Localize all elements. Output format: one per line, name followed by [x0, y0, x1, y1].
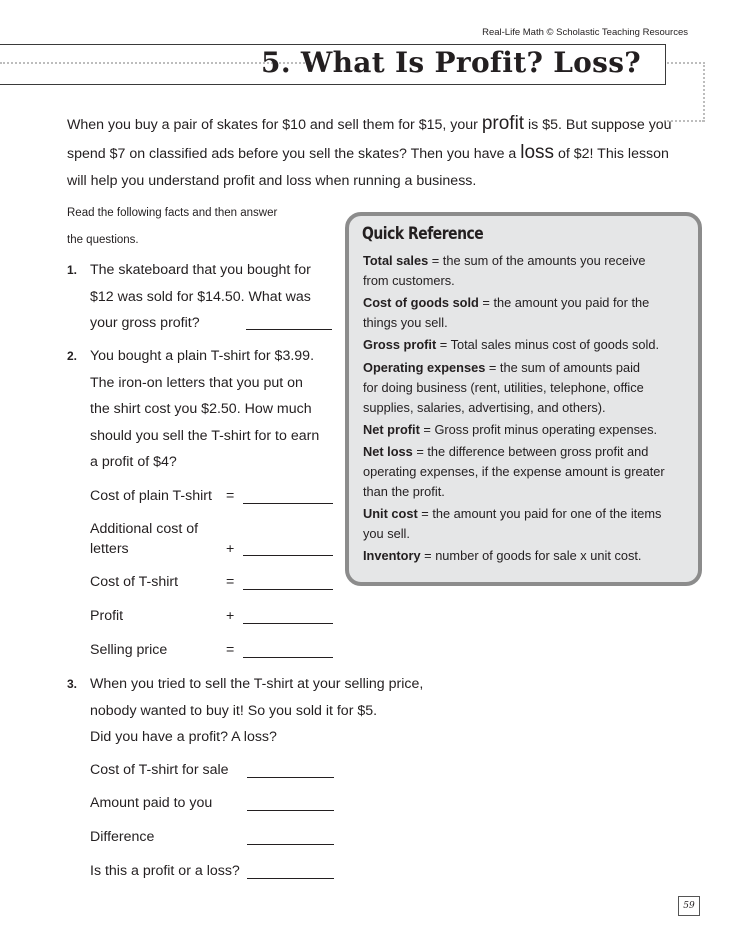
question-1-line-1: The skateboard that you bought for	[90, 262, 311, 278]
ref-def: = the sum of the amounts you receive	[428, 253, 646, 268]
intro-text-1: When you buy a pair of skates for $10 and sell them for $15, your	[67, 117, 482, 133]
ref-item-total-sales	[363, 251, 693, 291]
answer-blank-q3-amount-paid[interactable]	[247, 796, 334, 811]
question-2-line-5: a profit of $4?	[90, 454, 177, 470]
answer-blank-q3-cost[interactable]	[247, 763, 334, 778]
ref-def-cont: than the profit.	[363, 484, 445, 499]
q3-row-label: Difference	[90, 829, 155, 845]
ref-def-cont: for doing business (rent, utilities, telephone, office	[363, 380, 644, 395]
ref-def: = Gross profit minus operating expenses.	[419, 422, 658, 437]
dotted-rule-vertical	[703, 62, 705, 122]
header-credit: Real-Life Math © Scholastic Teaching Resources	[482, 27, 688, 38]
q2-row-op: =	[226, 642, 235, 658]
ref-def-cont: things you sell.	[363, 315, 448, 330]
q2-row-op: +	[226, 608, 235, 624]
question-1-number: 1.	[67, 263, 78, 277]
answer-blank-q3-profit-or-loss[interactable]	[247, 864, 334, 879]
ref-item-unit-cost	[363, 504, 693, 544]
question-2-number: 2.	[67, 349, 78, 363]
ref-def: = the difference between gross profit and	[412, 444, 649, 459]
q2-row-label: Cost of plain T-shirt	[90, 488, 212, 504]
question-3-line-3: Did you have a profit? A loss?	[90, 729, 277, 745]
dotted-rule-right	[667, 62, 705, 64]
ref-item-inventory	[363, 546, 693, 566]
answer-blank-q3-difference[interactable]	[247, 830, 334, 845]
q3-row-label: Amount paid to you	[90, 795, 213, 811]
question-1-line-3: your gross profit?	[90, 315, 200, 331]
ref-term: Inventory	[363, 548, 421, 563]
ref-def-cont: you sell.	[363, 526, 410, 541]
q2-row-label: Cost of T-shirt	[90, 574, 179, 590]
ref-item-operating-expenses	[363, 358, 693, 418]
ref-def: = the sum of amounts paid	[485, 360, 641, 375]
q2-row-op: =	[226, 488, 235, 504]
q2-row-op: =	[226, 574, 235, 590]
question-3-line-1: When you tried to sell the T-shirt at your selling price,	[90, 676, 424, 692]
ref-item-gross-profit	[363, 335, 693, 355]
ref-term: Operating expenses	[363, 360, 486, 375]
ref-term: Cost of goods sold	[363, 295, 479, 310]
word-profit: profit	[481, 113, 525, 134]
ref-term: Net loss	[363, 444, 413, 459]
question-2-line-4: should you sell the T-shirt for to earn	[90, 427, 320, 444]
q2-row-op: +	[226, 541, 235, 557]
question-3-number: 3.	[67, 677, 78, 691]
question-3	[90, 671, 510, 751]
q2-row-label: Profit	[90, 608, 124, 624]
ref-item-net-profit	[363, 420, 693, 440]
ref-term: Unit cost	[363, 506, 418, 521]
intro-text-3: of $2! This lesson will help you understand profit and loss when running a business.	[67, 146, 669, 189]
question-2-line-2: The iron-on letters that you put on	[90, 374, 303, 391]
answer-blank-q1[interactable]	[246, 315, 332, 330]
question-2-line-1: You bought a plain T-shirt for $3.99.	[90, 348, 315, 364]
word-loss: loss	[520, 142, 555, 163]
question-1-line-2: $12 was sold for $14.50. What was	[90, 288, 311, 305]
answer-blank-q2-letters[interactable]	[243, 541, 333, 556]
ref-def-cont: from customers.	[363, 273, 455, 288]
intro-text-2: is $5. But suppose you spend $7 on classified ads before you sell the skates? Then you have a	[67, 117, 672, 162]
ref-item-net-loss	[363, 442, 693, 502]
answer-blank-q2-profit[interactable]	[243, 609, 333, 624]
instructions-line-1: Read the following facts and then answer	[67, 207, 278, 219]
intro-paragraph	[67, 110, 677, 195]
answer-blank-q2-cost-tshirt[interactable]	[243, 575, 333, 590]
answer-blank-q2-cost-plain[interactable]	[243, 489, 333, 504]
ref-def: = the amount you paid for the	[478, 295, 650, 310]
ref-def: = Total sales minus cost of goods sold.	[436, 337, 659, 352]
q2-row-label: Selling price	[90, 642, 168, 658]
quick-reference-title: Quick Reference	[362, 224, 484, 244]
q2-row-label: Additional cost of	[90, 521, 199, 537]
ref-term: Total sales	[363, 253, 429, 268]
question-2	[90, 343, 345, 476]
ref-def: = number of goods for sale x unit cost.	[420, 548, 642, 563]
page-title: 5. What Is Profit? Loss?	[261, 46, 641, 79]
instructions-line-2: the questions.	[67, 234, 139, 246]
ref-def-cont: operating expenses, if the expense amount is greater	[363, 464, 665, 479]
ref-def-cont: supplies, salaries, advertising, and others).	[363, 400, 606, 415]
q3-row-label: Cost of T-shirt for sale	[90, 762, 229, 778]
question-3-line-2: nobody wanted to buy it! So you sold it for $5.	[90, 702, 378, 719]
page-number: 59	[678, 896, 700, 916]
ref-term: Gross profit	[363, 337, 437, 352]
ref-item-cost-of-goods-sold	[363, 293, 693, 333]
question-2-line-3: the shirt cost you $2.50. How much	[90, 401, 312, 417]
q3-row-label: Is this a profit or a loss?	[90, 863, 240, 879]
ref-term: Net profit	[363, 422, 420, 437]
answer-blank-q2-selling-price[interactable]	[243, 643, 333, 658]
q2-row-label-cont: letters	[90, 541, 129, 557]
ref-def: = the amount you paid for one of the items	[417, 506, 662, 521]
instructions	[67, 200, 317, 254]
